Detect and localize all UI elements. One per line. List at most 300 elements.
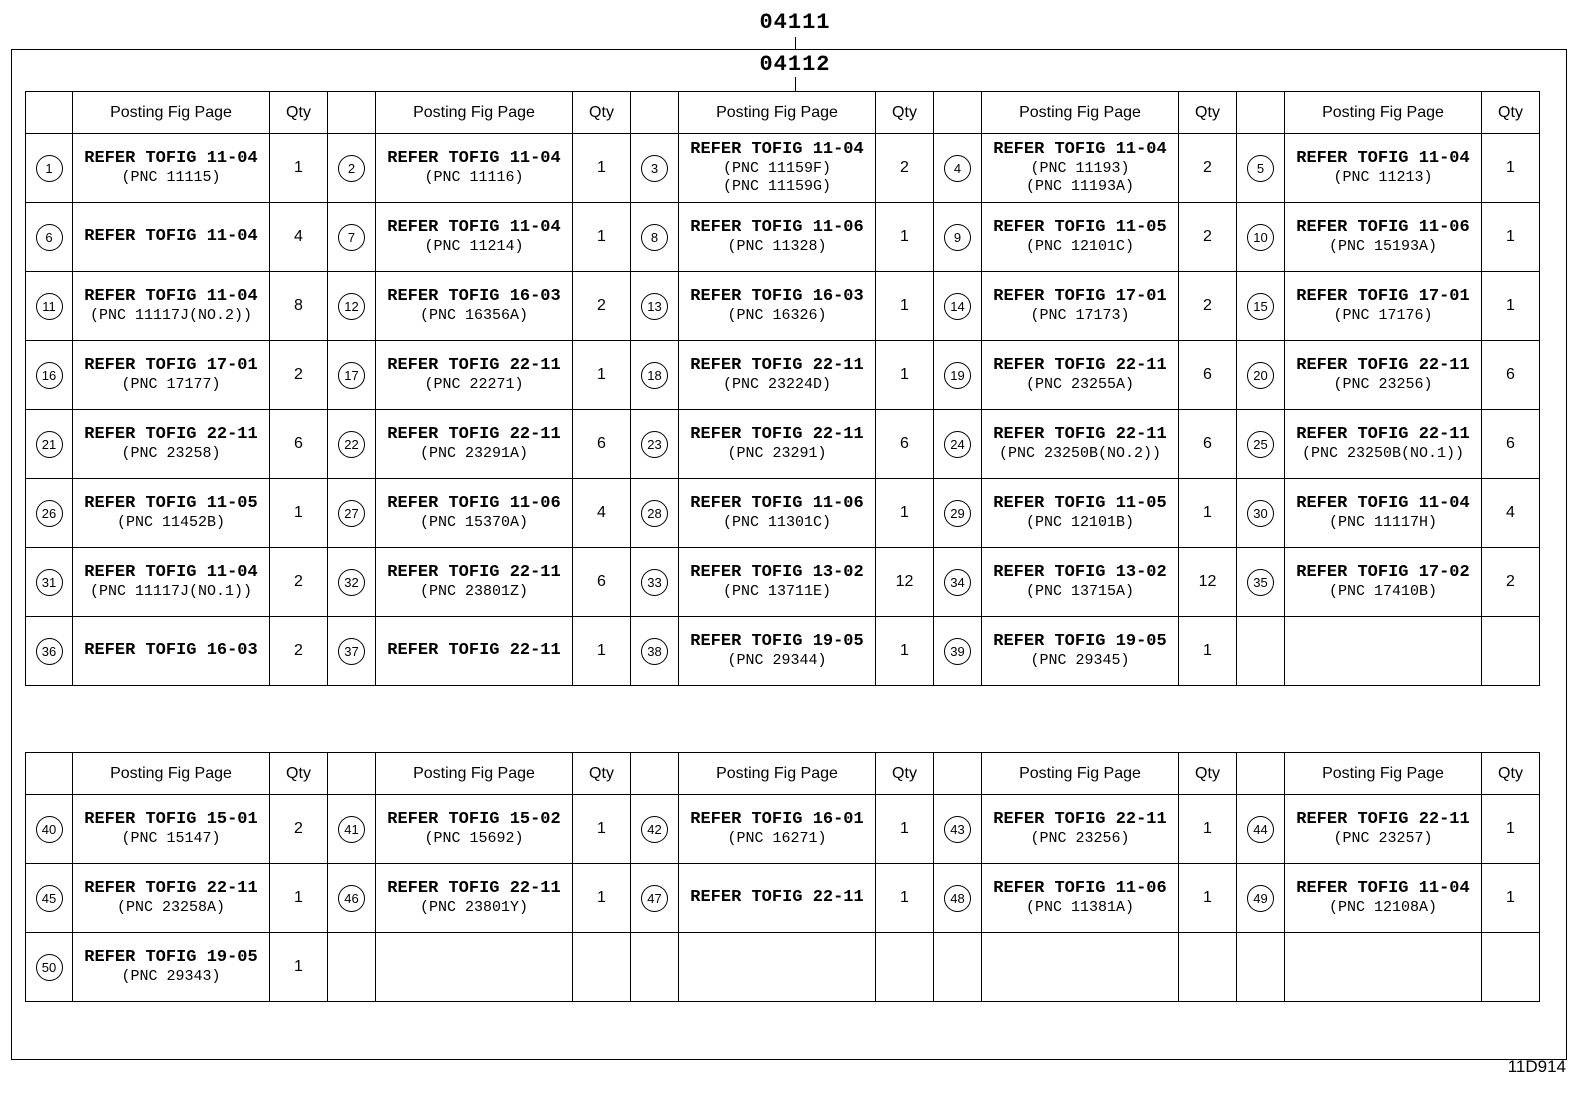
pnc-reference: (PNC 11115) xyxy=(121,169,221,186)
reference-block xyxy=(1285,356,1481,394)
header-qty: Qty xyxy=(1179,753,1237,795)
reference-block xyxy=(376,356,572,394)
refer-to-text: REFER TO xyxy=(387,563,469,582)
pnc-reference: (PNC 11328) xyxy=(727,238,827,255)
circled-item-number: 17 xyxy=(338,362,365,389)
pnc-reference: (PNC 17177) xyxy=(121,376,221,393)
item-number-cell xyxy=(1237,617,1285,686)
refer-to-text: REFER TO xyxy=(84,425,166,444)
refer-to-text: REFER TO xyxy=(84,356,166,375)
circled-item-number: 2 xyxy=(338,155,365,182)
qty-cell: 6 xyxy=(1482,410,1540,479)
posting-cell xyxy=(376,864,573,933)
posting-cell xyxy=(679,795,876,864)
posting-cell xyxy=(376,933,573,1002)
refer-to-text: REFER TO xyxy=(1296,879,1378,898)
posting-cell xyxy=(1285,134,1482,203)
item-number-cell xyxy=(328,479,376,548)
item-number-cell xyxy=(328,933,376,1002)
qty-cell: 6 xyxy=(1179,410,1237,479)
item-number-cell xyxy=(631,203,679,272)
circled-item-number: 46 xyxy=(338,885,365,912)
table-row xyxy=(26,341,1540,410)
posting-cell xyxy=(376,341,573,410)
posting-cell xyxy=(73,410,270,479)
item-number-cell xyxy=(328,134,376,203)
circled-item-number: 31 xyxy=(36,569,63,596)
reference-block xyxy=(679,140,875,196)
item-number-cell xyxy=(26,341,73,410)
posting-cell xyxy=(679,617,876,686)
refer-to-text: REFER TO xyxy=(993,287,1075,306)
pnc-reference: (PNC 15370A) xyxy=(419,514,529,531)
pnc-reference: (PNC 15692) xyxy=(424,830,524,847)
reference-block xyxy=(982,356,1178,394)
qty-cell: 1 xyxy=(1179,617,1237,686)
reference-block xyxy=(679,218,875,256)
qty-cell: 1 xyxy=(270,134,328,203)
item-number-cell xyxy=(328,795,376,864)
pnc-reference: (PNC 11117H) xyxy=(1328,514,1438,531)
qty-cell: 1 xyxy=(573,341,631,410)
fig-reference: FIG 11-04 xyxy=(1377,149,1470,168)
reference-block xyxy=(73,810,269,848)
refer-to-text: REFER TO xyxy=(1296,218,1378,237)
qty-cell: 6 xyxy=(876,410,934,479)
header-qty: Qty xyxy=(270,753,328,795)
qty-cell: 2 xyxy=(573,272,631,341)
posting-cell xyxy=(982,617,1179,686)
posting-cell xyxy=(376,548,573,617)
reference-block xyxy=(73,425,269,463)
posting-cell xyxy=(982,203,1179,272)
pnc-reference: (PNC 17173) xyxy=(1030,307,1130,324)
header-qty: Qty xyxy=(1482,92,1540,134)
qty-cell: 1 xyxy=(270,933,328,1002)
fig-reference: FIG 22-11 xyxy=(1377,356,1470,375)
fig-reference: FIG 11-05 xyxy=(165,494,258,513)
circled-item-number: 35 xyxy=(1247,569,1274,596)
circled-item-number: 9 xyxy=(944,224,971,251)
qty-cell: 2 xyxy=(270,617,328,686)
posting-cell xyxy=(73,795,270,864)
posting-cell xyxy=(1285,410,1482,479)
reference-table-1 xyxy=(25,91,1540,686)
item-number-cell xyxy=(26,203,73,272)
pnc-reference: (PNC 15193A) xyxy=(1328,238,1438,255)
posting-cell xyxy=(982,548,1179,617)
pnc-reference: (PNC 12108A) xyxy=(1328,899,1438,916)
refer-to-text: REFER TO xyxy=(690,140,772,159)
circled-item-number: 37 xyxy=(338,638,365,665)
header-posting: Posting Fig Page xyxy=(73,753,270,795)
reference-block xyxy=(73,494,269,532)
reference-block xyxy=(376,810,572,848)
posting-cell xyxy=(376,203,573,272)
posting-cell xyxy=(982,933,1179,1002)
qty-cell: 2 xyxy=(1179,272,1237,341)
table-row xyxy=(26,272,1540,341)
refer-to-text: REFER TO xyxy=(84,227,166,246)
posting-cell xyxy=(73,617,270,686)
reference-block xyxy=(1285,879,1481,917)
circled-item-number: 47 xyxy=(641,885,668,912)
item-number-cell xyxy=(934,548,982,617)
qty-cell: 1 xyxy=(573,795,631,864)
qty-cell: 1 xyxy=(1179,864,1237,933)
reference-block xyxy=(982,563,1178,601)
circled-item-number: 33 xyxy=(641,569,668,596)
reference-block xyxy=(982,287,1178,325)
pnc-reference: (PNC 23224D) xyxy=(722,376,832,393)
qty-cell xyxy=(1482,933,1540,1002)
reference-block xyxy=(376,563,572,601)
fig-reference: FIG 11-04 xyxy=(468,218,561,237)
posting-cell xyxy=(376,617,573,686)
circled-item-number: 20 xyxy=(1247,362,1274,389)
item-number-cell xyxy=(1237,795,1285,864)
item-number-cell xyxy=(934,795,982,864)
reference-block xyxy=(982,810,1178,848)
fig-reference: FIG 16-03 xyxy=(771,287,864,306)
pnc-reference: (PNC 23291A) xyxy=(419,445,529,462)
qty-cell xyxy=(1482,617,1540,686)
header-index-cell xyxy=(26,92,73,134)
pnc-reference: (PNC 22271) xyxy=(424,376,524,393)
pnc-reference: (PNC 23256) xyxy=(1333,376,1433,393)
qty-cell: 4 xyxy=(270,203,328,272)
reference-block xyxy=(679,632,875,670)
reference-block xyxy=(73,356,269,394)
circled-item-number: 30 xyxy=(1247,500,1274,527)
pnc-reference: (PNC 29343) xyxy=(121,968,221,985)
refer-to-text: REFER TO xyxy=(1296,810,1378,829)
fig-reference: FIG 11-04 xyxy=(771,140,864,159)
circled-item-number: 19 xyxy=(944,362,971,389)
posting-cell xyxy=(679,933,876,1002)
item-number-cell xyxy=(631,341,679,410)
circled-item-number: 22 xyxy=(338,431,365,458)
refer-to-text: REFER TO xyxy=(1296,563,1378,582)
refer-to-text: REFER TO xyxy=(690,563,772,582)
qty-cell xyxy=(573,933,631,1002)
fig-reference: FIG 11-04 xyxy=(165,563,258,582)
fig-reference: FIG 11-06 xyxy=(468,494,561,513)
qty-cell: 1 xyxy=(1482,795,1540,864)
posting-cell xyxy=(73,479,270,548)
posting-cell xyxy=(73,134,270,203)
refer-to-text: REFER TO xyxy=(1296,149,1378,168)
fig-reference: FIG 22-11 xyxy=(468,425,561,444)
qty-cell: 1 xyxy=(876,272,934,341)
circled-item-number: 36 xyxy=(36,638,63,665)
circled-item-number: 45 xyxy=(36,885,63,912)
item-number-cell xyxy=(631,548,679,617)
reference-block xyxy=(982,494,1178,532)
header-index-cell xyxy=(934,92,982,134)
header-index-cell xyxy=(328,753,376,795)
pnc-reference: (PNC 11159F) xyxy=(722,160,832,177)
header-qty: Qty xyxy=(1179,92,1237,134)
posting-cell xyxy=(982,479,1179,548)
pnc-reference: (PNC 11116) xyxy=(424,169,524,186)
header-qty: Qty xyxy=(573,753,631,795)
circled-item-number: 3 xyxy=(641,155,668,182)
qty-cell: 1 xyxy=(573,203,631,272)
circled-item-number: 23 xyxy=(641,431,668,458)
posting-cell xyxy=(982,864,1179,933)
posting-cell xyxy=(679,134,876,203)
item-number-cell xyxy=(631,134,679,203)
pnc-reference: (PNC 23256) xyxy=(1030,830,1130,847)
qty-cell: 2 xyxy=(1482,548,1540,617)
item-number-cell xyxy=(934,864,982,933)
circled-item-number: 18 xyxy=(641,362,668,389)
circled-item-number: 1 xyxy=(36,155,63,182)
refer-to-text: REFER TO xyxy=(993,810,1075,829)
posting-cell xyxy=(1285,795,1482,864)
pnc-reference: (PNC 11193A) xyxy=(1025,178,1135,195)
qty-cell: 1 xyxy=(1179,795,1237,864)
refer-to-text: REFER TO xyxy=(690,632,772,651)
header-posting: Posting Fig Page xyxy=(73,92,270,134)
table-row xyxy=(26,410,1540,479)
posting-cell xyxy=(73,341,270,410)
pnc-reference: (PNC 11117J(NO.2)) xyxy=(89,307,253,324)
item-number-cell xyxy=(934,272,982,341)
refer-to-text: REFER TO xyxy=(993,494,1075,513)
illustration-code: 11D914 xyxy=(1507,1057,1566,1076)
posting-cell xyxy=(73,272,270,341)
refer-to-text: REFER TO xyxy=(84,948,166,967)
fig-reference: FIG 11-04 xyxy=(165,287,258,306)
header-posting: Posting Fig Page xyxy=(1285,92,1482,134)
item-number-cell xyxy=(631,864,679,933)
posting-cell xyxy=(1285,341,1482,410)
item-number-cell xyxy=(934,134,982,203)
item-number-cell xyxy=(26,479,73,548)
circled-item-number: 39 xyxy=(944,638,971,665)
item-number-cell xyxy=(26,548,73,617)
qty-cell: 1 xyxy=(876,795,934,864)
refer-to-text: REFER TO xyxy=(1296,425,1378,444)
circled-item-number: 26 xyxy=(36,500,63,527)
refer-to-text: REFER TO xyxy=(993,140,1075,159)
assembly-label-04112: 04112 xyxy=(759,52,831,77)
qty-cell: 1 xyxy=(1482,134,1540,203)
circled-item-number: 32 xyxy=(338,569,365,596)
qty-cell: 6 xyxy=(1482,341,1540,410)
reference-block xyxy=(376,218,572,256)
reference-block xyxy=(679,810,875,848)
reference-block xyxy=(982,425,1178,463)
posting-cell xyxy=(1285,548,1482,617)
posting-cell xyxy=(679,410,876,479)
table-header-row xyxy=(26,753,1540,795)
pnc-reference: (PNC 16356A) xyxy=(419,307,529,324)
table-row xyxy=(26,479,1540,548)
fig-reference: FIG 17-01 xyxy=(1377,287,1470,306)
posting-cell xyxy=(679,341,876,410)
reference-block xyxy=(982,632,1178,670)
refer-to-text: REFER TO xyxy=(690,810,772,829)
circled-item-number: 14 xyxy=(944,293,971,320)
fig-reference: FIG 22-11 xyxy=(771,888,864,907)
pnc-reference: (PNC 23258) xyxy=(121,445,221,462)
item-number-cell xyxy=(1237,272,1285,341)
posting-cell xyxy=(679,479,876,548)
header-qty: Qty xyxy=(876,92,934,134)
qty-cell: 2 xyxy=(270,548,328,617)
pnc-reference: (PNC 23250B(NO.2)) xyxy=(998,445,1162,462)
item-number-cell xyxy=(934,617,982,686)
header-index-cell xyxy=(1237,753,1285,795)
fig-reference: FIG 22-11 xyxy=(1074,425,1167,444)
circled-item-number: 44 xyxy=(1247,816,1274,843)
circled-item-number: 40 xyxy=(36,816,63,843)
fig-reference: FIG 22-11 xyxy=(771,356,864,375)
reference-block xyxy=(982,879,1178,917)
reference-block xyxy=(376,494,572,532)
reference-block xyxy=(73,287,269,325)
fig-reference: FIG 15-02 xyxy=(468,810,561,829)
reference-block xyxy=(1285,218,1481,256)
qty-cell: 12 xyxy=(876,548,934,617)
circled-item-number: 49 xyxy=(1247,885,1274,912)
qty-cell xyxy=(1179,933,1237,1002)
posting-cell xyxy=(376,272,573,341)
refer-to-text: REFER TO xyxy=(84,810,166,829)
posting-cell xyxy=(679,864,876,933)
qty-cell: 2 xyxy=(1179,203,1237,272)
circled-item-number: 34 xyxy=(944,569,971,596)
fig-reference: FIG 22-11 xyxy=(165,879,258,898)
refer-to-text: REFER TO xyxy=(993,879,1075,898)
qty-cell: 1 xyxy=(573,617,631,686)
qty-cell: 1 xyxy=(270,864,328,933)
posting-cell xyxy=(1285,933,1482,1002)
table-row xyxy=(26,134,1540,203)
reference-block xyxy=(1285,563,1481,601)
refer-to-text: REFER TO xyxy=(1296,494,1378,513)
fig-reference: FIG 17-01 xyxy=(165,356,258,375)
qty-cell: 1 xyxy=(876,864,934,933)
fig-reference: FIG 11-04 xyxy=(1074,140,1167,159)
fig-reference: FIG 22-11 xyxy=(468,563,561,582)
pnc-reference: (PNC 23801Z) xyxy=(419,583,529,600)
table-row xyxy=(26,795,1540,864)
posting-cell xyxy=(73,933,270,1002)
table-header-row xyxy=(26,92,1540,134)
pnc-reference: (PNC 11301C) xyxy=(722,514,832,531)
item-number-cell xyxy=(26,410,73,479)
refer-to-text: REFER TO xyxy=(690,287,772,306)
refer-to-text: REFER TO xyxy=(84,641,166,660)
pnc-reference: (PNC 16326) xyxy=(727,307,827,324)
pnc-reference: (PNC 12101C) xyxy=(1025,238,1135,255)
fig-reference: FIG 22-11 xyxy=(1377,425,1470,444)
header-index-cell xyxy=(631,92,679,134)
pnc-reference: (PNC 11381A) xyxy=(1025,899,1135,916)
reference-block xyxy=(1285,810,1481,848)
qty-cell: 6 xyxy=(573,410,631,479)
header-index-cell xyxy=(934,753,982,795)
refer-to-text: REFER TO xyxy=(84,287,166,306)
item-number-cell xyxy=(26,272,73,341)
item-number-cell xyxy=(328,548,376,617)
pnc-reference: (PNC 11159G) xyxy=(722,178,832,195)
fig-reference: FIG 19-05 xyxy=(771,632,864,651)
pnc-reference: (PNC 13715A) xyxy=(1025,583,1135,600)
circled-item-number: 16 xyxy=(36,362,63,389)
qty-cell: 1 xyxy=(1179,479,1237,548)
posting-cell xyxy=(1285,617,1482,686)
qty-cell: 1 xyxy=(876,479,934,548)
refer-to-text: REFER TO xyxy=(993,563,1075,582)
circled-item-number: 24 xyxy=(944,431,971,458)
table-row xyxy=(26,864,1540,933)
qty-cell: 1 xyxy=(876,203,934,272)
item-number-cell xyxy=(934,933,982,1002)
item-number-cell xyxy=(934,410,982,479)
posting-cell xyxy=(376,134,573,203)
refer-to-text: REFER TO xyxy=(1296,356,1378,375)
refer-to-text: REFER TO xyxy=(387,425,469,444)
item-number-cell xyxy=(1237,864,1285,933)
circled-item-number: 12 xyxy=(338,293,365,320)
circled-item-number: 7 xyxy=(338,224,365,251)
item-number-cell xyxy=(1237,548,1285,617)
posting-cell xyxy=(376,795,573,864)
reference-block xyxy=(73,948,269,986)
refer-to-text: REFER TO xyxy=(690,888,772,907)
qty-cell: 2 xyxy=(270,795,328,864)
refer-to-text: REFER TO xyxy=(690,494,772,513)
qty-cell: 1 xyxy=(573,134,631,203)
pnc-reference: (PNC 23258A) xyxy=(116,899,226,916)
fig-reference: FIG 11-06 xyxy=(771,218,864,237)
qty-cell: 8 xyxy=(270,272,328,341)
item-number-cell xyxy=(1237,933,1285,1002)
header-posting: Posting Fig Page xyxy=(982,92,1179,134)
refer-to-text: REFER TO xyxy=(84,879,166,898)
refer-to-text: REFER TO xyxy=(387,494,469,513)
qty-cell: 1 xyxy=(1482,272,1540,341)
qty-cell: 6 xyxy=(573,548,631,617)
header-qty: Qty xyxy=(573,92,631,134)
qty-cell: 1 xyxy=(1482,203,1540,272)
fig-reference: FIG 22-11 xyxy=(771,425,864,444)
qty-cell: 4 xyxy=(1482,479,1540,548)
posting-cell xyxy=(982,795,1179,864)
posting-cell xyxy=(1285,272,1482,341)
circled-item-number: 21 xyxy=(36,431,63,458)
reference-block xyxy=(679,425,875,463)
pnc-reference: (PNC 13711E) xyxy=(722,583,832,600)
fig-reference: FIG 11-05 xyxy=(1074,494,1167,513)
qty-cell: 2 xyxy=(270,341,328,410)
qty-cell: 1 xyxy=(876,341,934,410)
fig-reference: FIG 19-05 xyxy=(165,948,258,967)
posting-cell xyxy=(982,341,1179,410)
header-index-cell xyxy=(26,753,73,795)
reference-block xyxy=(376,425,572,463)
fig-reference: FIG 22-11 xyxy=(468,356,561,375)
header-index-cell xyxy=(1237,92,1285,134)
header-qty: Qty xyxy=(876,753,934,795)
reference-block xyxy=(376,879,572,917)
reference-block xyxy=(73,227,269,247)
